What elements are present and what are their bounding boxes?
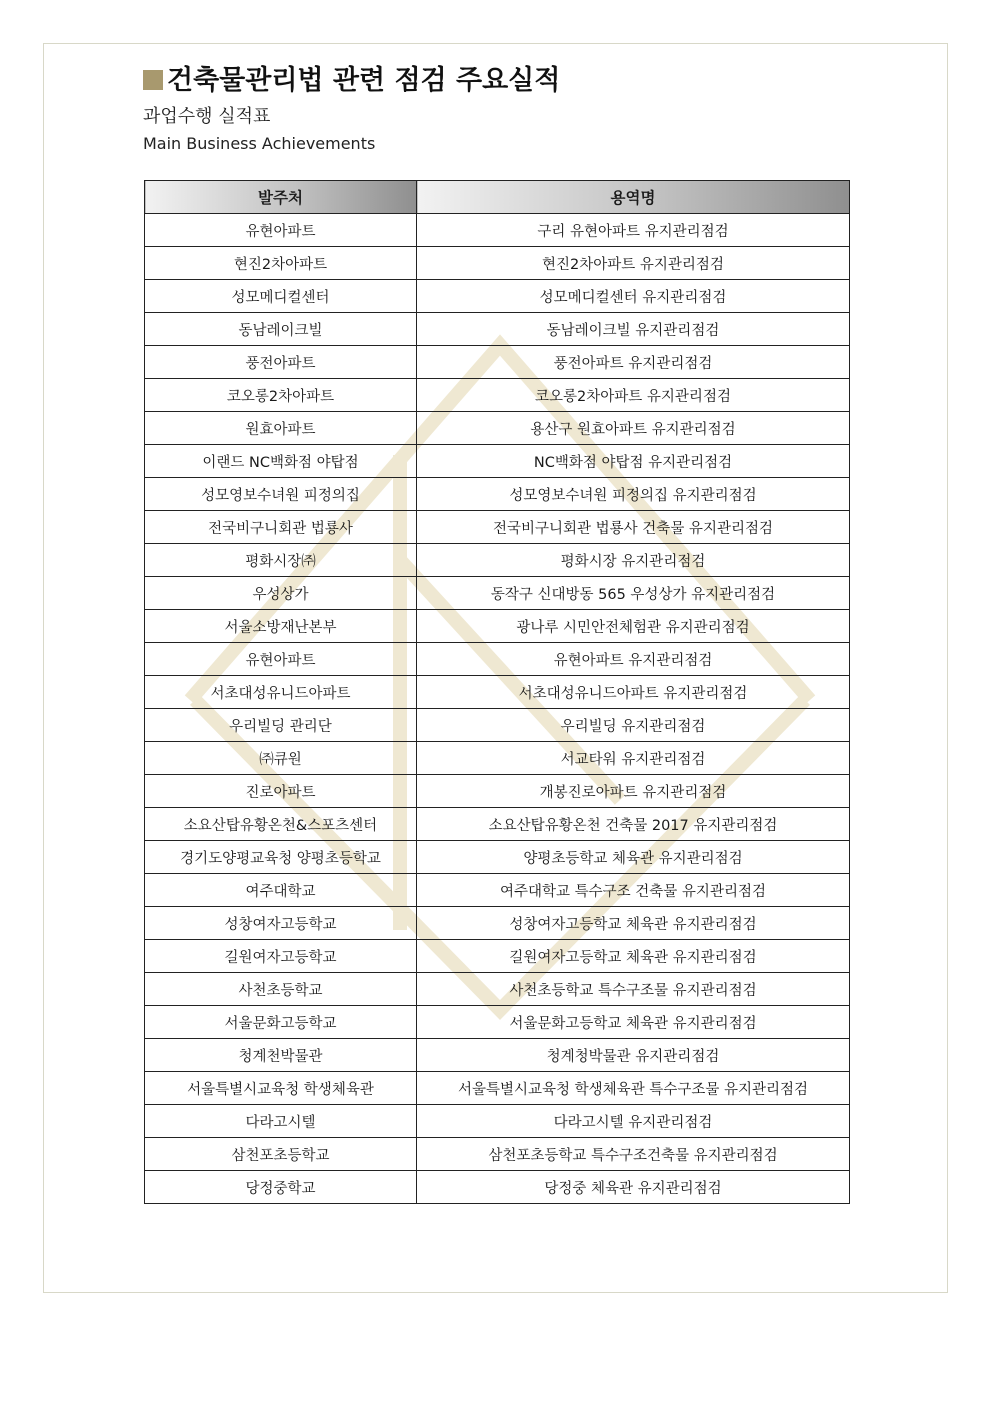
service-cell: 구리 유현아파트 유지관리점검: [417, 214, 850, 247]
client-cell: 유현아파트: [145, 214, 417, 247]
achievements-table: [144, 180, 850, 1204]
service-cell: 서울문화고등학교 체육관 유지관리점검: [417, 1006, 850, 1039]
table-row: [145, 1171, 850, 1204]
table-row: [145, 577, 850, 610]
service-cell: 삼천포초등학교 특수구조건축물 유지관리점검: [417, 1138, 850, 1171]
service-cell: 평화시장 유지관리점검: [417, 544, 850, 577]
client-cell: 진로아파트: [145, 775, 417, 808]
service-cell: NC백화점 야탑점 유지관리점검: [417, 445, 850, 478]
client-cell: 길원여자고등학교: [145, 940, 417, 973]
table-row: [145, 544, 850, 577]
service-cell: 길원여자고등학교 체육관 유지관리점검: [417, 940, 850, 973]
table-row: [145, 874, 850, 907]
table-row: [145, 643, 850, 676]
table-row: [145, 907, 850, 940]
service-cell: 서교타워 유지관리점검: [417, 742, 850, 775]
service-cell: 개봉진로아파트 유지관리점검: [417, 775, 850, 808]
client-cell: 당정중학교: [145, 1171, 417, 1204]
table-row: [145, 511, 850, 544]
page-subtitle-english: Main Business Achievements: [143, 134, 376, 153]
service-cell: 유현아파트 유지관리점검: [417, 643, 850, 676]
service-cell: 양평초등학교 체육관 유지관리점검: [417, 841, 850, 874]
table-row: [145, 247, 850, 280]
client-cell: 성창여자고등학교: [145, 907, 417, 940]
client-cell: 코오롱2차아파트: [145, 379, 417, 412]
table-row: [145, 1072, 850, 1105]
client-cell: 동남레이크빌: [145, 313, 417, 346]
title-square-icon: [143, 70, 163, 90]
service-cell: 사천초등학교 특수구조물 유지관리점검: [417, 973, 850, 1006]
client-cell: 성모메디컬센터: [145, 280, 417, 313]
service-cell: 성모영보수녀원 피정의집 유지관리점검: [417, 478, 850, 511]
service-cell: 동작구 신대방동 565 우성상가 유지관리점검: [417, 577, 850, 610]
client-cell: 이랜드 NC백화점 야탑점: [145, 445, 417, 478]
client-cell: 서울특별시교육청 학생체육관: [145, 1072, 417, 1105]
client-cell: 성모영보수녀원 피정의집: [145, 478, 417, 511]
service-cell: 서울특별시교육청 학생체육관 특수구조물 유지관리점검: [417, 1072, 850, 1105]
column-header-client: 발주처: [145, 181, 417, 214]
client-cell: 현진2차아파트: [145, 247, 417, 280]
table-row: [145, 676, 850, 709]
page-title-text: 건축물관리법 관련 점검 주요실적: [167, 65, 561, 96]
service-cell: 풍전아파트 유지관리점검: [417, 346, 850, 379]
client-cell: 원효아파트: [145, 412, 417, 445]
table-row: [145, 940, 850, 973]
client-cell: 다라고시텔: [145, 1105, 417, 1138]
service-cell: 우리빌딩 유지관리점검: [417, 709, 850, 742]
client-cell: 서울소방재난본부: [145, 610, 417, 643]
service-cell: 동남레이크빌 유지관리점검: [417, 313, 850, 346]
table-row: [145, 412, 850, 445]
table-row: [145, 775, 850, 808]
service-cell: 현진2차아파트 유지관리점검: [417, 247, 850, 280]
client-cell: 평화시장㈜: [145, 544, 417, 577]
table-row: [145, 280, 850, 313]
service-cell: 성창여자고등학교 체육관 유지관리점검: [417, 907, 850, 940]
table-row: [145, 709, 850, 742]
client-cell: 유현아파트: [145, 643, 417, 676]
client-cell: 경기도양평교육청 양평초등학교: [145, 841, 417, 874]
table-row: [145, 841, 850, 874]
table-row: [145, 214, 850, 247]
client-cell: 서초대성유니드아파트: [145, 676, 417, 709]
table-row: [145, 445, 850, 478]
service-cell: 소요산탑유황온천 건축물 2017 유지관리점검: [417, 808, 850, 841]
service-cell: 서초대성유니드아파트 유지관리점검: [417, 676, 850, 709]
client-cell: 전국비구니회관 법룡사: [145, 511, 417, 544]
table-row: [145, 1105, 850, 1138]
service-cell: 전국비구니회관 법룡사 건축물 유지관리점검: [417, 511, 850, 544]
table-row: [145, 808, 850, 841]
table-row: [145, 478, 850, 511]
client-cell: 서울문화고등학교: [145, 1006, 417, 1039]
service-cell: 여주대학교 특수구조 건축물 유지관리점검: [417, 874, 850, 907]
page-subtitle-korean: 과업수행 실적표: [143, 106, 271, 127]
client-cell: 소요산탑유황온천&스포츠센터: [145, 808, 417, 841]
service-cell: 광나루 시민안전체험관 유지관리점검: [417, 610, 850, 643]
client-cell: 삼천포초등학교: [145, 1138, 417, 1171]
service-cell: 용산구 원효아파트 유지관리점검: [417, 412, 850, 445]
table-row: [145, 379, 850, 412]
table-row: [145, 1138, 850, 1171]
client-cell: 풍전아파트: [145, 346, 417, 379]
table-row: [145, 1006, 850, 1039]
table-row: [145, 973, 850, 1006]
table-row: [145, 742, 850, 775]
client-cell: ㈜큐원: [145, 742, 417, 775]
table-row: [145, 1039, 850, 1072]
service-cell: 다라고시텔 유지관리점검: [417, 1105, 850, 1138]
service-cell: 코오롱2차아파트 유지관리점검: [417, 379, 850, 412]
page-title: [143, 58, 560, 97]
client-cell: 우성상가: [145, 577, 417, 610]
table-row: [145, 610, 850, 643]
client-cell: 여주대학교: [145, 874, 417, 907]
client-cell: 우리빌딩 관리단: [145, 709, 417, 742]
column-header-service: 용역명: [417, 181, 850, 214]
table-row: [145, 346, 850, 379]
table-header-row: [145, 181, 850, 214]
service-cell: 청계청박물관 유지관리점검: [417, 1039, 850, 1072]
client-cell: 청계천박물관: [145, 1039, 417, 1072]
client-cell: 사천초등학교: [145, 973, 417, 1006]
service-cell: 성모메디컬센터 유지관리점검: [417, 280, 850, 313]
service-cell: 당정중 체육관 유지관리점검: [417, 1171, 850, 1204]
table-body: [145, 214, 850, 1204]
table-row: [145, 313, 850, 346]
